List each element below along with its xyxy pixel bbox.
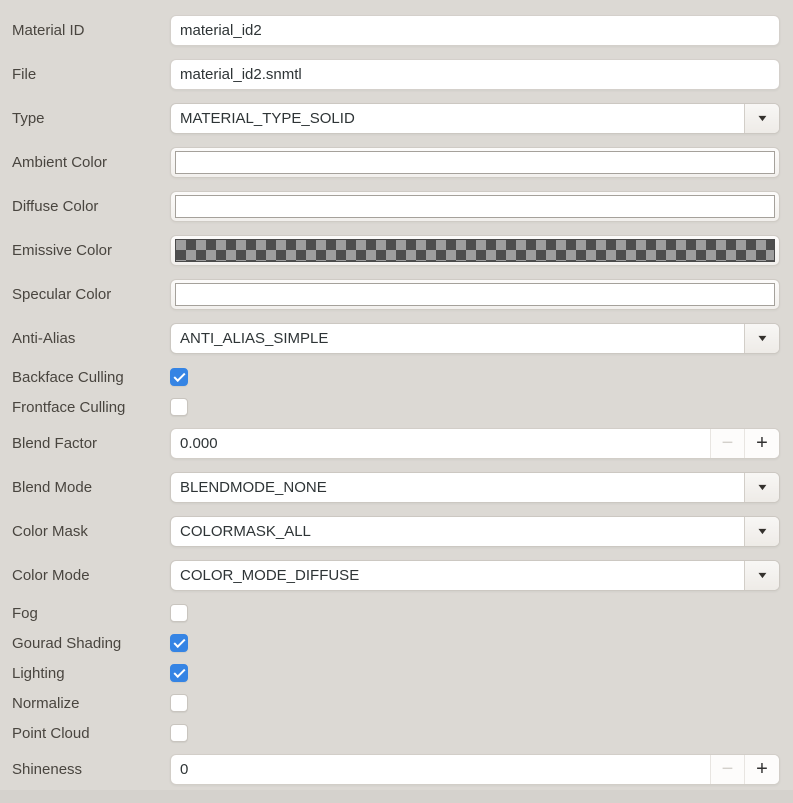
color-swatch-transparent — [175, 239, 775, 262]
row-specular-color — [12, 279, 780, 310]
row-material-id — [12, 15, 780, 46]
diffuse-color-button[interactable] — [170, 191, 780, 222]
field-label: Material ID — [12, 22, 85, 39]
field-label: Blend Factor — [12, 435, 98, 452]
shineness-decrement-button[interactable] — [710, 755, 744, 784]
material-id-input[interactable] — [170, 15, 780, 46]
row-ambient-color — [12, 147, 780, 178]
color-swatch — [175, 283, 775, 306]
color-mode-select[interactable] — [170, 560, 780, 591]
row-backface-culling — [12, 362, 780, 392]
file-input[interactable] — [170, 59, 780, 90]
frontface-culling-checkbox[interactable] — [170, 398, 188, 416]
plus-icon: + — [756, 758, 768, 780]
color-mode-select-arrow-button[interactable] — [744, 561, 779, 590]
chevron-down-icon: ▼ — [755, 113, 769, 123]
row-type — [12, 103, 780, 134]
row-point-cloud — [12, 718, 780, 748]
field-label: Anti-Alias — [12, 330, 76, 347]
field-label: Normalize — [12, 694, 80, 712]
row-emissive-color — [12, 235, 780, 266]
blend-mode-select-value: BLENDMODE_NONE — [180, 479, 327, 496]
type-select[interactable] — [170, 103, 780, 134]
anti-alias-select[interactable] — [170, 323, 780, 354]
lighting-checkbox[interactable] — [170, 664, 188, 682]
row-normalize — [12, 688, 780, 718]
emissive-color-button[interactable] — [170, 235, 780, 266]
row-frontface-culling — [12, 392, 780, 422]
anti-alias-select-arrow-button[interactable] — [744, 324, 779, 353]
backface-culling-checkbox[interactable] — [170, 368, 188, 386]
shineness-input[interactable] — [171, 755, 710, 784]
blend-factor-decrement-button[interactable] — [710, 429, 744, 458]
chevron-down-icon: ▼ — [755, 333, 769, 343]
type-select-arrow-button[interactable] — [744, 104, 779, 133]
field-label: Type — [12, 110, 45, 127]
shineness-increment-button[interactable] — [744, 755, 779, 784]
blend-factor-spinner — [170, 428, 780, 459]
field-label: Diffuse Color — [12, 198, 99, 215]
field-label: Color Mask — [12, 523, 88, 540]
row-blend-mode — [12, 472, 780, 503]
bottom-panel-edge — [0, 790, 793, 803]
row-gourad-shading — [12, 628, 780, 658]
chevron-down-icon: ▼ — [755, 570, 769, 580]
point-cloud-checkbox[interactable] — [170, 724, 188, 742]
normalize-checkbox[interactable] — [170, 694, 188, 712]
field-label: Emissive Color — [12, 242, 113, 259]
color-swatch — [175, 195, 775, 218]
field-label: Frontface Culling — [12, 398, 126, 416]
row-blend-factor — [12, 428, 780, 459]
chevron-down-icon: ▼ — [755, 526, 769, 536]
field-label: Ambient Color — [12, 154, 108, 171]
gourad-shading-checkbox[interactable] — [170, 634, 188, 652]
field-label: Point Cloud — [12, 724, 90, 742]
field-label: Fog — [12, 604, 38, 622]
field-label: Specular Color — [12, 286, 112, 303]
color-mode-select-value: COLOR_MODE_DIFFUSE — [180, 567, 360, 584]
row-color-mask — [12, 516, 780, 547]
field-label: Gourad Shading — [12, 634, 122, 652]
row-fog — [12, 598, 780, 628]
field-label: Shineness — [12, 761, 83, 778]
type-select-value: MATERIAL_TYPE_SOLID — [180, 110, 355, 127]
specular-color-button[interactable] — [170, 279, 780, 310]
field-label: Backface Culling — [12, 368, 124, 386]
row-color-mode — [12, 560, 780, 591]
ambient-color-button[interactable] — [170, 147, 780, 178]
blend-mode-select-arrow-button[interactable] — [744, 473, 779, 502]
plus-icon: + — [756, 432, 768, 454]
blend-factor-input[interactable] — [171, 429, 710, 458]
row-anti-alias — [12, 323, 780, 354]
row-diffuse-color — [12, 191, 780, 222]
blend-mode-select[interactable] — [170, 472, 780, 503]
chevron-down-icon: ▼ — [755, 482, 769, 492]
field-label: File — [12, 66, 37, 83]
anti-alias-select-value: ANTI_ALIAS_SIMPLE — [180, 330, 329, 347]
minus-icon: − — [721, 432, 734, 454]
color-mask-select-arrow-button[interactable] — [744, 517, 779, 546]
field-label: Lighting — [12, 664, 65, 682]
color-mask-select-value: COLORMASK_ALL — [180, 523, 311, 540]
minus-icon: − — [721, 758, 734, 780]
shineness-spinner — [170, 754, 780, 785]
fog-checkbox[interactable] — [170, 604, 188, 622]
field-label: Blend Mode — [12, 479, 93, 496]
field-label: Color Mode — [12, 567, 90, 584]
row-file — [12, 59, 780, 90]
row-lighting — [12, 658, 780, 688]
blend-factor-increment-button[interactable] — [744, 429, 779, 458]
color-swatch — [175, 151, 775, 174]
color-mask-select[interactable] — [170, 516, 780, 547]
row-shineness — [12, 754, 780, 785]
